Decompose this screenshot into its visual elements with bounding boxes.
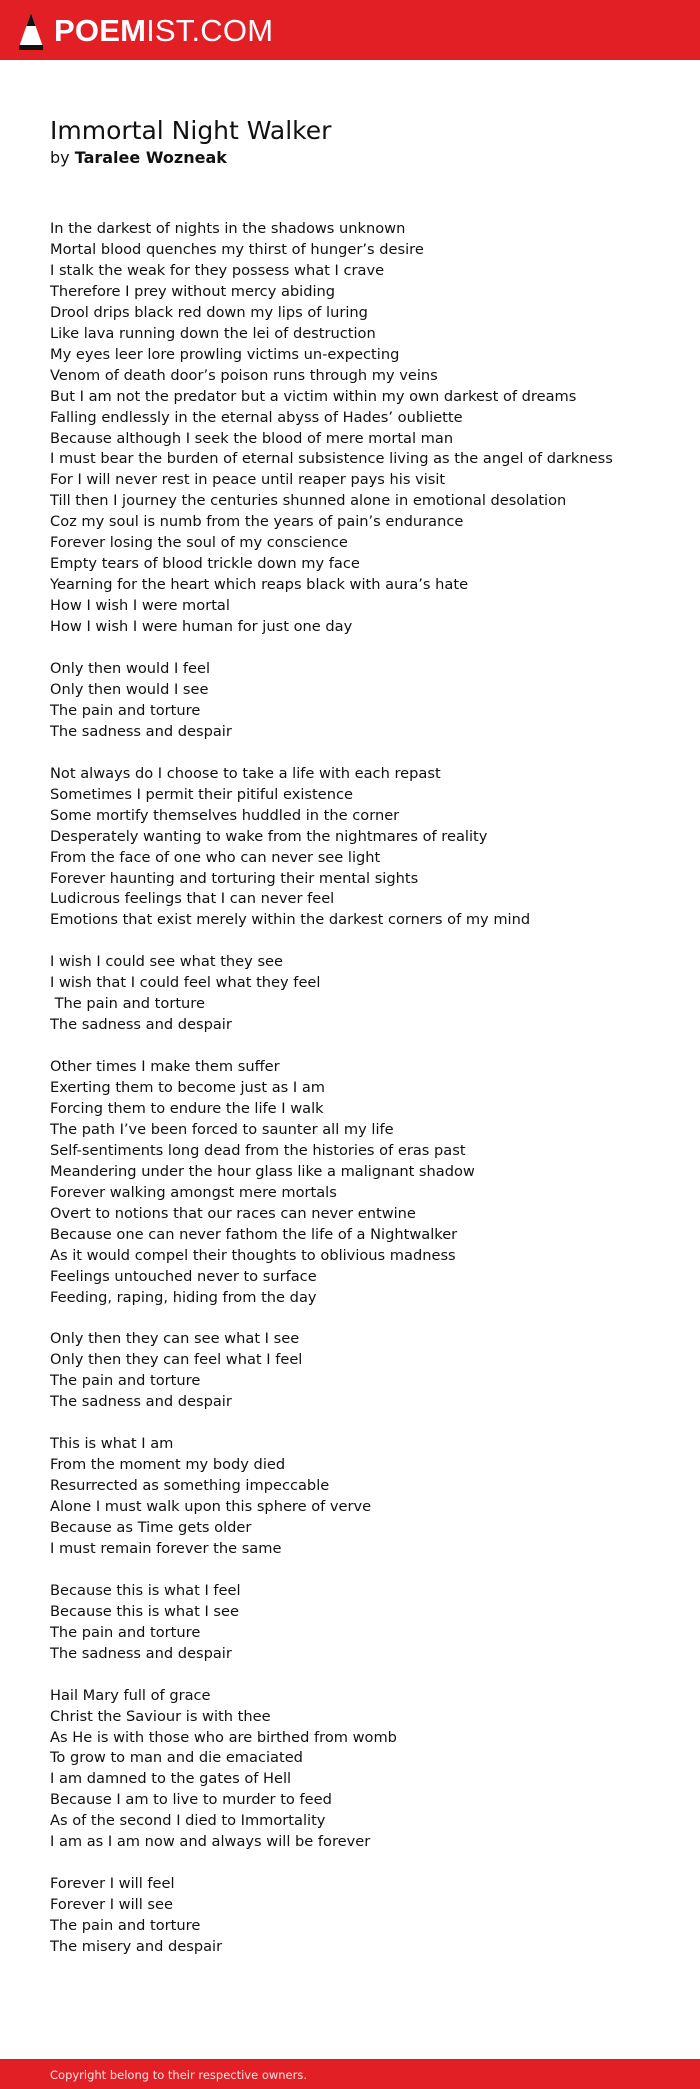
poem-line: Coz my soul is numb from the years of pain’s endurance: [50, 513, 464, 531]
poem-line: Other times I make them suffer: [50, 1058, 280, 1076]
poem-line: The pain and torture: [50, 1623, 201, 1641]
copyright-text: Copyright belong to their respective owners.: [50, 2068, 308, 2082]
poem-line: Sometimes I permit their pitiful existence: [50, 785, 353, 803]
poem-line: The pain and torture: [50, 1372, 201, 1390]
poem-line: Only then would I feel: [50, 660, 211, 677]
poem-line: Feeding, raping, hiding from the day: [50, 1288, 317, 1306]
poem-title: Immortal Night Walker: [50, 116, 332, 145]
poem-line: Drool drips black red down my lips of luring: [50, 303, 368, 321]
poem-line: Self-sentiments long dead from the histories of eras past: [50, 1141, 466, 1159]
author-name[interactable]: Taralee Wozneak: [74, 148, 227, 167]
poem-line: As He is with those who are birthed from womb: [50, 1728, 397, 1746]
poem-line: Forever I will see: [50, 1896, 173, 1914]
poem-line: Only then they can feel what I feel: [50, 1351, 303, 1369]
by-label: by: [50, 148, 70, 167]
poem-line: Only then they can see what I see: [50, 1330, 300, 1348]
poem-line: Resurrected as something impeccable: [50, 1477, 330, 1495]
poem-line: Forever haunting and torturing their mental sights: [50, 869, 419, 887]
poem-line: Forever losing the soul of my conscience: [50, 534, 348, 552]
poem-line: I am as I am now and always will be forever: [50, 1833, 371, 1851]
poem-line: Mortal blood quenches my thirst of hunger’s desire: [50, 240, 424, 258]
poem-line: Desperately wanting to wake from the nightmares of reality: [50, 827, 488, 845]
poem-stanza: [50, 764, 650, 932]
poem-line: The sadness and despair: [50, 1644, 232, 1662]
poem-line: The misery and despair: [50, 1938, 223, 1956]
poem-line: Because I am to live to murder to feed: [50, 1791, 332, 1809]
poem-stanza: [50, 1581, 650, 1665]
poem-line: I am damned to the gates of Hell: [50, 1770, 292, 1788]
poem-line: Forever walking amongst mere mortals: [50, 1183, 337, 1201]
poem-line: Some mortify themselves huddled in the corner: [50, 806, 400, 824]
poem-stanza: [50, 952, 650, 1036]
poem-line: The sadness and despair: [50, 1016, 232, 1034]
poem-line: The sadness and despair: [50, 1393, 232, 1411]
poem-line: But I am not the predator but a victim within my own darkest of dreams: [50, 387, 577, 405]
poem-line: Because as Time gets older: [50, 1519, 252, 1536]
poem-line: My eyes leer lore prowling victims un-expecting: [50, 345, 400, 363]
poem-line: Empty tears of blood trickle down my face: [50, 555, 360, 573]
poem-stanza: [50, 1874, 650, 1958]
poem-line: I wish that I could feel what they feel: [50, 974, 321, 992]
poem-line: Like lava running down the lei of destruction: [50, 324, 376, 342]
poem-line: Emotions that exist merely within the darkest corners of my mind: [50, 911, 531, 929]
site-header: [0, 0, 700, 60]
poem-body: [50, 219, 650, 1979]
poem-line: To grow to man and die emaciated: [50, 1749, 303, 1767]
poem-line: Meandering under the hour glass like a malignant shadow: [50, 1162, 475, 1180]
pencil-icon: [18, 11, 44, 51]
poem-line: Because one can never fathom the life of a Nightwalker: [50, 1225, 458, 1243]
poem-stanza: [50, 1329, 650, 1413]
byline: [50, 147, 227, 169]
poem-line: Because this is what I see: [50, 1602, 239, 1620]
site-name-rest: IST.COM: [146, 13, 274, 48]
poem-line: Exerting them to become just as I am: [50, 1079, 325, 1097]
poem-line: Only then would I see: [50, 680, 209, 698]
poem-line: Not always do I choose to take a life with each repast: [50, 764, 441, 782]
poem-line: Christ the Saviour is with thee: [50, 1707, 271, 1725]
site-footer: [0, 2059, 700, 2089]
poem-line: From the moment my body died: [50, 1456, 286, 1474]
poem-stanza: [50, 1057, 650, 1308]
site-name: [54, 11, 273, 51]
poem-line: Hail Mary full of grace: [50, 1686, 211, 1704]
poem-line: How I wish I were human for just one day: [50, 618, 353, 636]
site-logo[interactable]: [18, 11, 273, 51]
poem-line: The pain and torture: [50, 1917, 201, 1935]
poem-line: I stalk the weak for they possess what I crave: [50, 261, 385, 279]
poem-line: I must remain forever the same: [50, 1539, 282, 1557]
poem-line: How I wish I were mortal: [50, 597, 230, 615]
poem-line: Alone I must walk upon this sphere of verve: [50, 1498, 372, 1516]
poem-line: I wish I could see what they see: [50, 953, 284, 971]
poem-line: Because this is what I feel: [50, 1581, 241, 1599]
site-name-bold: POEM: [54, 13, 147, 48]
poem-stanza: [50, 659, 650, 743]
poem-stanza: [50, 1686, 650, 1854]
poem-line: As it would compel their thoughts to oblivious madness: [50, 1246, 456, 1264]
poem-line: Ludicrous feelings that I can never feel: [50, 890, 335, 908]
poem-line: Venom of death door’s poison runs through my veins: [50, 366, 438, 384]
poem-line: Feelings untouched never to surface: [50, 1267, 317, 1285]
poem-line: The path I’ve been forced to saunter all my life: [50, 1120, 394, 1138]
poem-line: Till then I journey the centuries shunned alone in emotional desolation: [50, 492, 567, 510]
poem-line: Overt to notions that our races can never entwine: [50, 1204, 416, 1222]
poem-line: Forcing them to endure the life I walk: [50, 1099, 324, 1117]
poem-line: The pain and torture: [50, 701, 201, 719]
poem-line: This is what I am: [50, 1435, 174, 1453]
poem-line: In the darkest of nights in the shadows unknown: [50, 220, 406, 237]
poem-stanza: [50, 219, 650, 638]
poem-line: Falling endlessly in the eternal abyss of Hades’ oubliette: [50, 408, 463, 426]
poem-line: The sadness and despair: [50, 722, 232, 740]
poem-line: The pain and torture: [50, 995, 205, 1013]
poem-line: As of the second I died to Immortality: [50, 1812, 326, 1830]
poem-line: Because although I seek the blood of mere mortal man: [50, 429, 454, 447]
poem-line: Therefore I prey without mercy abiding: [50, 282, 336, 300]
poem-line: Yearning for the heart which reaps black with aura’s hate: [50, 576, 469, 594]
poem-line: From the face of one who can never see light: [50, 848, 381, 866]
poem-line: I must bear the burden of eternal subsistence living as the angel of darkness: [50, 450, 613, 468]
poem-line: For I will never rest in peace until reaper pays his visit: [50, 471, 446, 489]
poem-stanza: [50, 1434, 650, 1560]
poem-line: Forever I will feel: [50, 1875, 175, 1893]
